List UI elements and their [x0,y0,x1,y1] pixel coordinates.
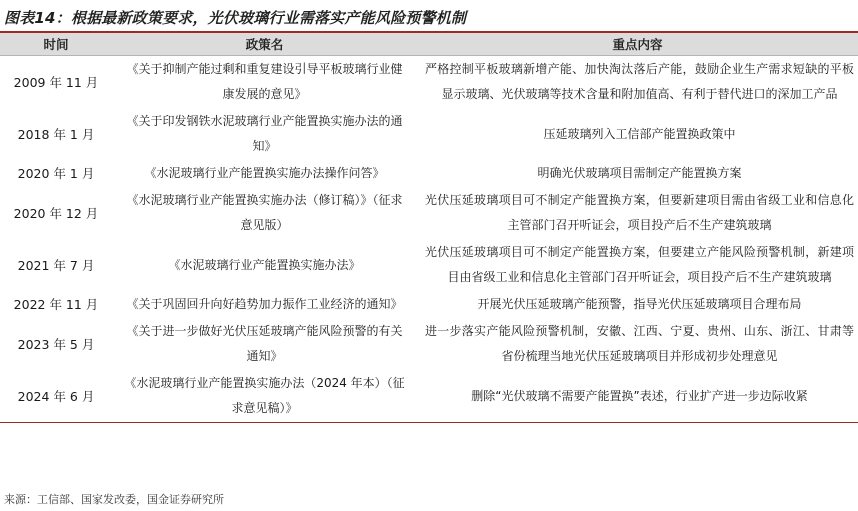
row-key-points: 严格控制平板玻璃新增产能、加快淘汰落后产能，鼓励企业生产需求短缺的平板显示玻璃、光伏玻璃等技术含量和附加值高、有利于替代进口的深加工产品 [425,62,854,101]
row-policy-name: 《关于抑制产能过剩和重复建设引导平板玻璃行业健康发展的意见》 [126,62,403,101]
row-key-points: 删除“光伏玻璃不需要产能置换”表述，行业扩产进一步边际收紧 [417,370,858,423]
row-policy-name: 《关于进一步做好光伏压延玻璃产能风险预警的有关通知》 [126,324,403,363]
row-time: 2020 年 12 月 [13,205,99,221]
table-row [0,291,858,318]
row-policy-name: 《水泥玻璃行业产能置换实施办法》 [168,257,361,272]
source-note: 来源：工信部、国家发改委，国金证券研究所 [4,493,224,506]
table-row [0,239,858,291]
table-row [0,187,858,239]
row-policy-name: 《水泥玻璃行业产能置换实施办法（2024 年本）（征求意见稿）》 [112,370,417,423]
row-key-points: 进一步落实产能风险预警机制，安徽、江西、宁夏、贵州、山东、浙江、甘肃等省份梳理当地光伏压延玻璃项目并形成初步处理意见 [425,324,854,363]
row-key-points: 光伏压延玻璃项目可不制定产能置换方案，但要新建项目需由省级工业和信息化主管部门召开听证会，项目投产后不生产建筑玻璃 [425,193,854,232]
row-key-points: 压延玻璃列入工信部产能置换政策中 [543,126,736,141]
row-key-points: 开展光伏压延玻璃产能预警，指导光伏压延玻璃项目合理布局 [477,297,802,311]
row-policy-name: 《关于印发钢铁水泥玻璃行业产能置换实施办法的通知》 [126,114,403,153]
header-policy-name: 政策名 [112,33,417,56]
table-row [0,108,858,160]
row-time: 2009 年 11 月 [13,74,99,90]
figure-title: 图表14：根据最新政策要求，光伏玻璃行业需落实产能风险预警机制 [4,9,467,27]
row-policy-name: 《水泥玻璃行业产能置换实施办法（修订稿）》（征求意见版） [126,193,403,232]
table-row [0,318,858,370]
row-policy-name: 《关于巩固回升向好趋势加力振作工业经济的通知》 [126,297,403,311]
header-time: 时间 [0,33,112,56]
row-time: 2020 年 1 月 [17,166,95,181]
row-policy-name: 《水泥玻璃行业产能置换实施办法操作问答》 [144,166,385,180]
header-key-points: 重点内容 [417,33,858,56]
table-row [0,370,858,423]
table-row [0,56,858,109]
row-key-points: 明确光伏玻璃项目需制定产能置换方案 [537,166,742,180]
row-time: 2021 年 7 月 [17,257,95,273]
policy-table [0,33,858,423]
table-row [0,160,858,187]
row-time: 2022 年 11 月 [13,297,99,312]
row-time: 2023 年 5 月 [17,336,95,352]
table-header-row [0,33,858,56]
row-time: 2024 年 6 月 [0,370,112,423]
row-time: 2018 年 1 月 [17,126,95,142]
row-key-points: 光伏压延玻璃项目可不制定产能置换方案，但要建立产能风险预警机制，新建项目由省级工业和信息化主管部门召开听证会，项目投产后不生产建筑玻璃 [425,245,854,284]
